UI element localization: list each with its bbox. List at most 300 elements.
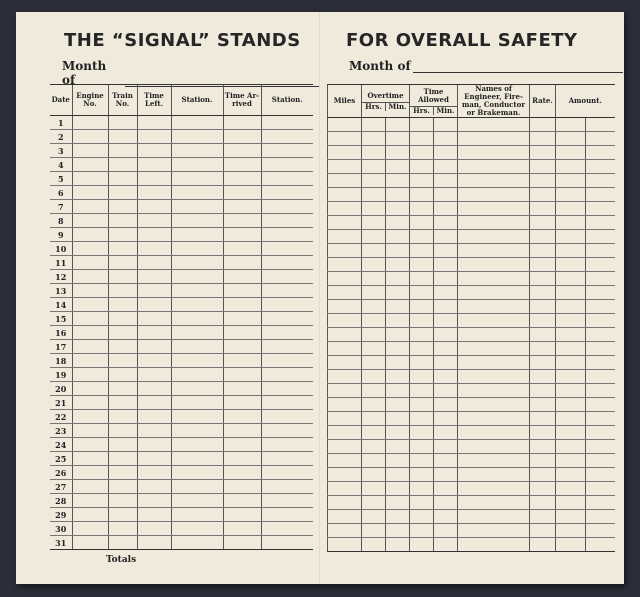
ledger-cell (223, 368, 261, 382)
ledger-cell (108, 494, 137, 508)
ledger-cell (171, 130, 223, 144)
ledger-cell (586, 118, 615, 132)
ledger-cell (586, 342, 615, 356)
ledger-cell (171, 508, 223, 522)
ledger-cell (410, 244, 434, 258)
right-ledger-row (328, 174, 615, 188)
right-ledger-row (328, 160, 615, 174)
ledger-cell (328, 412, 362, 426)
ledger-cell (556, 286, 586, 300)
ledger-cell (223, 172, 261, 186)
ledger-cell (137, 452, 171, 466)
ledger-cell (171, 354, 223, 368)
ledger-cell (72, 200, 108, 214)
day-number: 4 (50, 158, 72, 172)
ledger-cell (328, 468, 362, 482)
left-ledger-table (50, 84, 313, 550)
ledger-cell (72, 172, 108, 186)
ledger-cell (530, 146, 556, 160)
ledger-cell (261, 438, 313, 452)
ledger-cell (108, 116, 137, 130)
ledger-cell (328, 426, 362, 440)
ledger-cell (458, 300, 530, 314)
ledger-cell (458, 216, 530, 230)
ledger-cell (458, 230, 530, 244)
ledger-cell (72, 522, 108, 536)
left-ledger-row (50, 228, 313, 242)
ledger-cell (171, 326, 223, 340)
ledger-cell (556, 412, 586, 426)
ledger-cell (171, 298, 223, 312)
ledger-cell (72, 214, 108, 228)
day-number: 24 (50, 438, 72, 452)
ledger-cell (137, 410, 171, 424)
ledger-cell (434, 118, 458, 132)
ledger-cell (556, 356, 586, 370)
ledger-cell (410, 468, 434, 482)
ledger-cell (171, 368, 223, 382)
ledger-cell (261, 214, 313, 228)
ledger-cell (108, 438, 137, 452)
right-ledger-row (328, 482, 615, 496)
left-ledger-row (50, 270, 313, 284)
ledger-cell (530, 118, 556, 132)
ledger-cell (108, 382, 137, 396)
ledger-cell (72, 144, 108, 158)
ledger-cell (261, 144, 313, 158)
ledger-cell (223, 144, 261, 158)
ledger-cell (530, 398, 556, 412)
left-month-label: Month of (62, 59, 107, 87)
ledger-cell (72, 298, 108, 312)
ledger-cell (410, 160, 434, 174)
ledger-cell (434, 440, 458, 454)
left-ledger-row (50, 214, 313, 228)
ledger-cell (137, 340, 171, 354)
ledger-cell (458, 398, 530, 412)
right-ledger-row (328, 370, 615, 384)
ledger-cell (137, 438, 171, 452)
ledger-cell (434, 230, 458, 244)
ledger-cell (410, 412, 434, 426)
ledger-cell (261, 424, 313, 438)
col-time-arrived: Time Ar-rived (223, 85, 261, 116)
ledger-cell (556, 440, 586, 454)
right-ledger-row (328, 426, 615, 440)
ledger-cell (261, 172, 313, 186)
ledger-cell (171, 424, 223, 438)
ledger-cell (137, 522, 171, 536)
ledger-cell (108, 480, 137, 494)
ledger-cell (410, 314, 434, 328)
ledger-cell (386, 314, 410, 328)
ledger-cell (556, 188, 586, 202)
ledger-cell (261, 396, 313, 410)
ledger-cell (72, 116, 108, 130)
ledger-cell (556, 258, 586, 272)
ledger-cell (530, 300, 556, 314)
ledger-cell (72, 228, 108, 242)
right-page (321, 12, 624, 584)
left-ledger-row (50, 368, 313, 382)
right-ledger-row (328, 496, 615, 510)
ledger-cell (458, 342, 530, 356)
ledger-cell (410, 230, 434, 244)
ledger-cell (223, 340, 261, 354)
ledger-cell (108, 298, 137, 312)
ledger-cell (530, 216, 556, 230)
ledger-cell (410, 496, 434, 510)
ledger-cell (434, 524, 458, 538)
ledger-cell (386, 440, 410, 454)
ledger-cell (458, 384, 530, 398)
ledger-cell (386, 328, 410, 342)
ledger-cell (530, 496, 556, 510)
ledger-cell (586, 272, 615, 286)
day-number: 6 (50, 186, 72, 200)
ledger-cell (458, 538, 530, 552)
ledger-cell (556, 272, 586, 286)
ledger-cell (362, 370, 386, 384)
ledger-cell (362, 412, 386, 426)
day-number: 21 (50, 396, 72, 410)
left-ledger-row (50, 256, 313, 270)
ledger-cell (586, 370, 615, 384)
col-date: Date (50, 85, 72, 116)
ledger-cell (108, 508, 137, 522)
col-names: Names of Engineer, Fire-man, Conductor or Brakeman. (458, 85, 530, 118)
left-ledger-row (50, 382, 313, 396)
ledger-cell (410, 370, 434, 384)
ledger-cell (386, 412, 410, 426)
ledger-cell (108, 452, 137, 466)
ledger-cell (434, 216, 458, 230)
ledger-cell (223, 424, 261, 438)
ledger-cell (410, 482, 434, 496)
ledger-cell (72, 536, 108, 550)
day-number: 30 (50, 522, 72, 536)
ledger-cell (386, 258, 410, 272)
day-number: 13 (50, 284, 72, 298)
left-heading: THE “SIGNAL” STANDS (64, 30, 301, 51)
ledger-cell (137, 186, 171, 200)
ledger-cell (530, 132, 556, 146)
ledger-cell (72, 340, 108, 354)
ledger-cell (328, 160, 362, 174)
ledger-cell (586, 384, 615, 398)
ledger-cell (137, 172, 171, 186)
ledger-cell (223, 298, 261, 312)
ledger-cell (171, 382, 223, 396)
ledger-cell (410, 216, 434, 230)
ledger-cell (458, 468, 530, 482)
ledger-cell (386, 230, 410, 244)
ledger-cell (434, 244, 458, 258)
ledger-cell (556, 384, 586, 398)
ledger-cell (223, 228, 261, 242)
ledger-cell (530, 202, 556, 216)
ledger-cell (108, 466, 137, 480)
ledger-cell (586, 398, 615, 412)
ledger-cell (223, 326, 261, 340)
right-ledger-row (328, 258, 615, 272)
ledger-cell (530, 244, 556, 258)
ledger-cell (223, 466, 261, 480)
ledger-cell (386, 286, 410, 300)
ledger-cell (108, 228, 137, 242)
day-number: 23 (50, 424, 72, 438)
ledger-cell (261, 200, 313, 214)
ledger-cell (261, 522, 313, 536)
ledger-cell (108, 214, 137, 228)
col-overtime (362, 85, 410, 118)
ledger-cell (362, 398, 386, 412)
ledger-cell (434, 370, 458, 384)
ledger-cell (223, 116, 261, 130)
ledger-cell (137, 242, 171, 256)
ledger-cell (328, 272, 362, 286)
ledger-cell (530, 468, 556, 482)
ledger-cell (223, 130, 261, 144)
ledger-cell (137, 116, 171, 130)
day-number: 20 (50, 382, 72, 396)
right-ledger-row (328, 272, 615, 286)
right-ledger-row (328, 118, 615, 132)
ledger-cell (223, 256, 261, 270)
ledger-cell (137, 368, 171, 382)
ledger-cell (261, 116, 313, 130)
ledger-cell (530, 272, 556, 286)
ledger-cell (386, 272, 410, 286)
ledger-cell (386, 370, 410, 384)
ledger-cell (328, 482, 362, 496)
right-ledger-row (328, 286, 615, 300)
ledger-cell (434, 412, 458, 426)
ledger-cell (586, 440, 615, 454)
col-miles: Miles (328, 85, 362, 118)
right-ledger-row (328, 510, 615, 524)
ledger-cell (434, 202, 458, 216)
ledger-cell (72, 256, 108, 270)
ledger-cell (261, 158, 313, 172)
ledger-cell (108, 326, 137, 340)
ledger-cell (171, 242, 223, 256)
ledger-cell (586, 146, 615, 160)
left-ledger-row (50, 312, 313, 326)
ledger-cell (386, 510, 410, 524)
ledger-cell (72, 270, 108, 284)
ledger-cell (108, 270, 137, 284)
ledger-cell (458, 454, 530, 468)
overtime-label: Overtime (367, 90, 404, 100)
ledger-cell (434, 160, 458, 174)
totals-label: Totals (106, 555, 137, 565)
ledger-cell (171, 536, 223, 550)
day-number: 31 (50, 536, 72, 550)
ledger-cell (362, 174, 386, 188)
ledger-cell (223, 438, 261, 452)
ledger-cell (72, 452, 108, 466)
ledger-cell (556, 244, 586, 258)
ledger-cell (72, 312, 108, 326)
left-ledger-row (50, 158, 313, 172)
ledger-cell (261, 410, 313, 424)
ledger-cell (328, 496, 362, 510)
ledger-cell (386, 300, 410, 314)
right-month-line (413, 62, 623, 73)
ledger-cell (556, 230, 586, 244)
ledger-cell (261, 284, 313, 298)
left-ledger-row (50, 284, 313, 298)
left-ledger-row (50, 536, 313, 550)
ledger-cell (261, 536, 313, 550)
day-number: 1 (50, 116, 72, 130)
ledger-cell (586, 244, 615, 258)
ledger-cell (171, 494, 223, 508)
day-number: 29 (50, 508, 72, 522)
day-number: 16 (50, 326, 72, 340)
right-ledger-row (328, 216, 615, 230)
ledger-cell (586, 510, 615, 524)
right-month-field (349, 59, 623, 73)
ledger-cell (171, 158, 223, 172)
ledger-cell (328, 132, 362, 146)
ledger-cell (362, 328, 386, 342)
ledger-cell (72, 508, 108, 522)
left-month-field (62, 59, 320, 87)
ledger-cell (72, 494, 108, 508)
ledger-cell (223, 494, 261, 508)
right-ledger-row (328, 146, 615, 160)
col-rate: Rate. (530, 85, 556, 118)
col-engine-no: Engine No. (72, 85, 108, 116)
ledger-cell (362, 230, 386, 244)
ledger-cell (328, 510, 362, 524)
ledger-cell (137, 494, 171, 508)
ledger-cell (137, 284, 171, 298)
ledger-cell (137, 396, 171, 410)
ledger-cell (530, 286, 556, 300)
ledger-cell (458, 314, 530, 328)
ledger-cell (434, 426, 458, 440)
ledger-cell (530, 342, 556, 356)
ledger-cell (586, 496, 615, 510)
ledger-cell (458, 510, 530, 524)
ledger-cell (586, 202, 615, 216)
ledger-cell (171, 172, 223, 186)
ledger-cell (410, 384, 434, 398)
ledger-cell (434, 132, 458, 146)
ledger-cell (434, 342, 458, 356)
right-header-row (328, 85, 615, 118)
left-ledger-row (50, 424, 313, 438)
ledger-cell (530, 314, 556, 328)
ledger-cell (556, 398, 586, 412)
ledger-cell (328, 314, 362, 328)
ledger-cell (386, 174, 410, 188)
ledger-cell (261, 326, 313, 340)
ledger-cell (108, 522, 137, 536)
ledger-cell (72, 396, 108, 410)
ledger-cell (328, 370, 362, 384)
ledger-cell (137, 536, 171, 550)
ledger-cell (72, 284, 108, 298)
ledger-cell (556, 300, 586, 314)
ledger-cell (362, 216, 386, 230)
ledger-cell (362, 538, 386, 552)
ledger-cell (362, 468, 386, 482)
ledger-cell (586, 412, 615, 426)
ledger-cell (386, 132, 410, 146)
ledger-cell (137, 508, 171, 522)
ledger-cell (223, 536, 261, 550)
left-ledger-row (50, 298, 313, 312)
ledger-cell (556, 538, 586, 552)
ledger-cell (458, 188, 530, 202)
ledger-cell (362, 440, 386, 454)
ledger-cell (556, 454, 586, 468)
right-ledger-row (328, 188, 615, 202)
ledger-cell (362, 286, 386, 300)
right-ledger-row (328, 230, 615, 244)
ledger-cell (386, 468, 410, 482)
right-ledger-row (328, 468, 615, 482)
day-number: 28 (50, 494, 72, 508)
ledger-cell (530, 160, 556, 174)
ledger-cell (434, 300, 458, 314)
day-number: 15 (50, 312, 72, 326)
ledger-cell (410, 538, 434, 552)
ledger-cell (108, 158, 137, 172)
ledger-cell (72, 466, 108, 480)
ledger-cell (171, 340, 223, 354)
ledger-cell (410, 454, 434, 468)
ledger-cell (530, 412, 556, 426)
ledger-cell (530, 258, 556, 272)
ledger-cell (458, 202, 530, 216)
ledger-cell (108, 284, 137, 298)
ledger-cell (434, 314, 458, 328)
ledger-cell (556, 118, 586, 132)
right-ledger-row (328, 412, 615, 426)
ledger-cell (137, 214, 171, 228)
ledger-cell (137, 312, 171, 326)
ledger-cell (137, 382, 171, 396)
ledger-cell (586, 426, 615, 440)
ledger-cell (556, 342, 586, 356)
ledger-cell (362, 300, 386, 314)
day-number: 9 (50, 228, 72, 242)
ledger-cell (261, 354, 313, 368)
ledger-cell (328, 202, 362, 216)
ledger-cell (556, 510, 586, 524)
ledger-cell (223, 382, 261, 396)
ledger-cell (410, 342, 434, 356)
ledger-cell (386, 160, 410, 174)
ledger-cell (171, 396, 223, 410)
ledger-cell (72, 158, 108, 172)
ledger-cell (328, 440, 362, 454)
ledger-cell (362, 188, 386, 202)
ledger-cell (328, 524, 362, 538)
ledger-cell (362, 160, 386, 174)
ledger-cell (458, 174, 530, 188)
ledger-cell (223, 200, 261, 214)
ledger-cell (458, 160, 530, 174)
ledger-cell (458, 244, 530, 258)
ledger-cell (386, 398, 410, 412)
ledger-cell (458, 482, 530, 496)
